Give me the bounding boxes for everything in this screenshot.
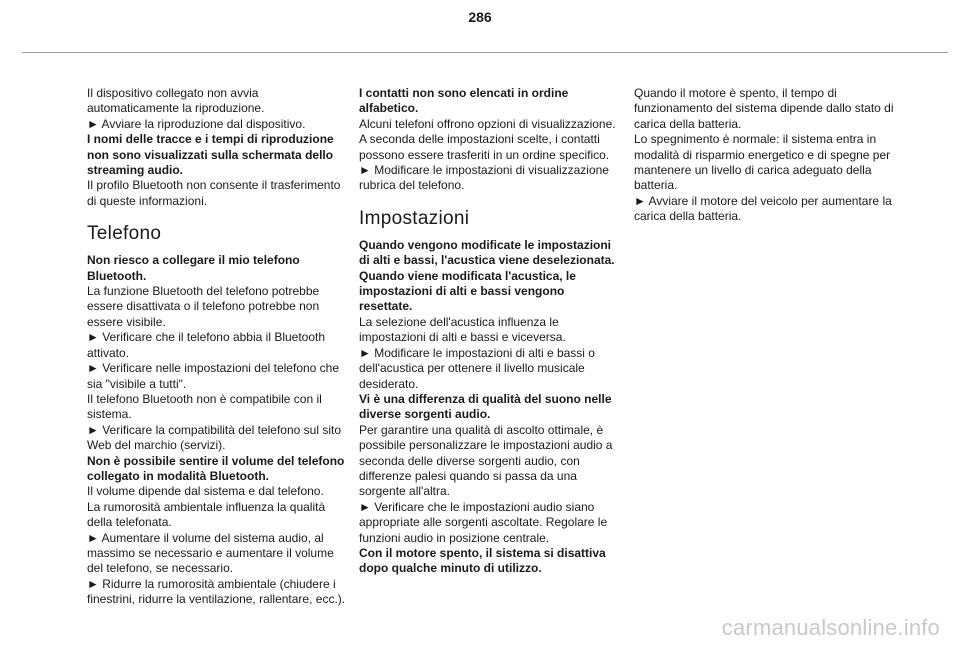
paragraph-line: Il volume dipende dal sistema e dal telefono.: [87, 484, 324, 499]
paragraph-line: Il telefono Bluetooth non è compatibile con il sistema.: [87, 391, 322, 422]
paragraph-line: ► Verificare nelle impostazioni del telefono che sia "visibile a tutti".: [87, 361, 340, 391]
question-heading: Non riesco a collegare il mio telefono Bluetooth.: [87, 253, 300, 283]
question-heading: I nomi delle tracce e i tempi di riproduzione non sono visualizzati sulla schermata dello streaming audio.: [87, 132, 334, 178]
question-heading: Quando viene modificata l'acustica, le impostazioni di alti e bassi vengono resettate.: [359, 268, 576, 314]
paragraph-line: Alcuni telefoni offrono opzioni di visualizzazione. A seconda delle impostazioni scelte, i contatti possono essere trasferiti in un ordine specifico.: [359, 116, 616, 162]
paragraph-line: Il profilo Bluetooth non consente il trasferimento di queste informazioni.: [87, 178, 341, 208]
section-heading-impostazioni: Impostazioni: [359, 207, 470, 229]
column-right: [634, 86, 894, 225]
header-divider: [22, 52, 948, 53]
watermark: carmanualsonline.info: [721, 615, 940, 640]
section-heading-telefono: Telefono: [87, 223, 162, 245]
question-heading: Vi è una differenza di qualità del suono nelle diverse sorgenti audio.: [359, 391, 612, 422]
intro-block: [87, 86, 347, 209]
paragraph-line: ► Modificare le impostazioni di visualizzazione rubrica del telefono.: [359, 163, 609, 193]
paragraph-line: Il dispositivo collegato non avvia automaticamente la riproduzione.: [87, 86, 265, 116]
column-middle: [359, 86, 619, 577]
paragraph-line: La selezione dell'acustica influenza le impostazioni di alti e bassi e viceversa.: [359, 314, 566, 345]
paragraph-line: Per garantire una qualità di ascolto ottimale, è possibile personalizzare le impostazioni audio a seconda delle diverse sorgenti audio, con differenze palesi quando si passa da una sorgente all'altra.: [359, 422, 613, 499]
paragraph-line: ► Avviare la riproduzione dal dispositivo.: [87, 116, 306, 131]
paragraph-line: ► Ridurre la rumorosità ambientale (chiudere i finestrini, ridurre la ventilazione, rallentare, ecc.).: [87, 576, 346, 607]
question-heading: Quando vengono modificate le impostazioni di alti e bassi, l'acustica viene deselezionata.: [359, 237, 615, 268]
question-heading: I contatti non sono elencati in ordine alfabetico.: [359, 86, 569, 116]
paragraph-line: ► Verificare che il telefono abbia il Bluetooth attivato.: [87, 330, 326, 360]
paragraph-line: Lo spegnimento è normale: il sistema entra in modalità di risparmio energetico e di spegne per mantenere un livello di carica adeguato della batteria.: [634, 132, 891, 193]
paragraph-line: La rumorosità ambientale influenza la qualità della telefonata.: [87, 499, 326, 530]
paragraph-line: ► Aumentare il volume del sistema audio, al massimo se necessario e aumentare il volume del telefono, se necessario.: [87, 530, 334, 576]
paragraph-line: ► Verificare che le impostazioni audio siano appropriate alle sorgenti ascoltate. Regolare le funzioni audio in posizione centrale.: [359, 499, 608, 545]
paragraph-line: ► Avviare il motore del veicolo per aumentare la carica della batteria.: [634, 193, 892, 224]
paragraph-line: ► Verificare la compatibilità del telefono sul sito Web del marchio (servizi).: [87, 422, 342, 453]
impostazioni-block: [359, 238, 619, 577]
paragraph-line: ► Modificare le impostazioni di alti e bassi o dell'acustica per ottenere il livello musicale desiderato.: [359, 345, 595, 391]
page-number: 286: [468, 9, 492, 25]
contacts-block: [359, 86, 619, 194]
paragraph-line: Quando il motore è spento, il tempo di funzionamento del sistema dipende dallo stato di carica della batteria.: [634, 86, 894, 131]
engine-off-block: [634, 86, 894, 225]
question-heading: Con il motore spento, il sistema si disattiva dopo qualche minuto di utilizzo.: [359, 545, 606, 576]
paragraph-line: La funzione Bluetooth del telefono potrebbe essere disattivata o il telefono potrebbe non essere visibile.: [87, 284, 320, 329]
question-heading: Non è possibile sentire il volume del telefono collegato in modalità Bluetooth.: [87, 453, 345, 483]
telefono-block: [87, 253, 347, 607]
column-left: [87, 86, 347, 608]
